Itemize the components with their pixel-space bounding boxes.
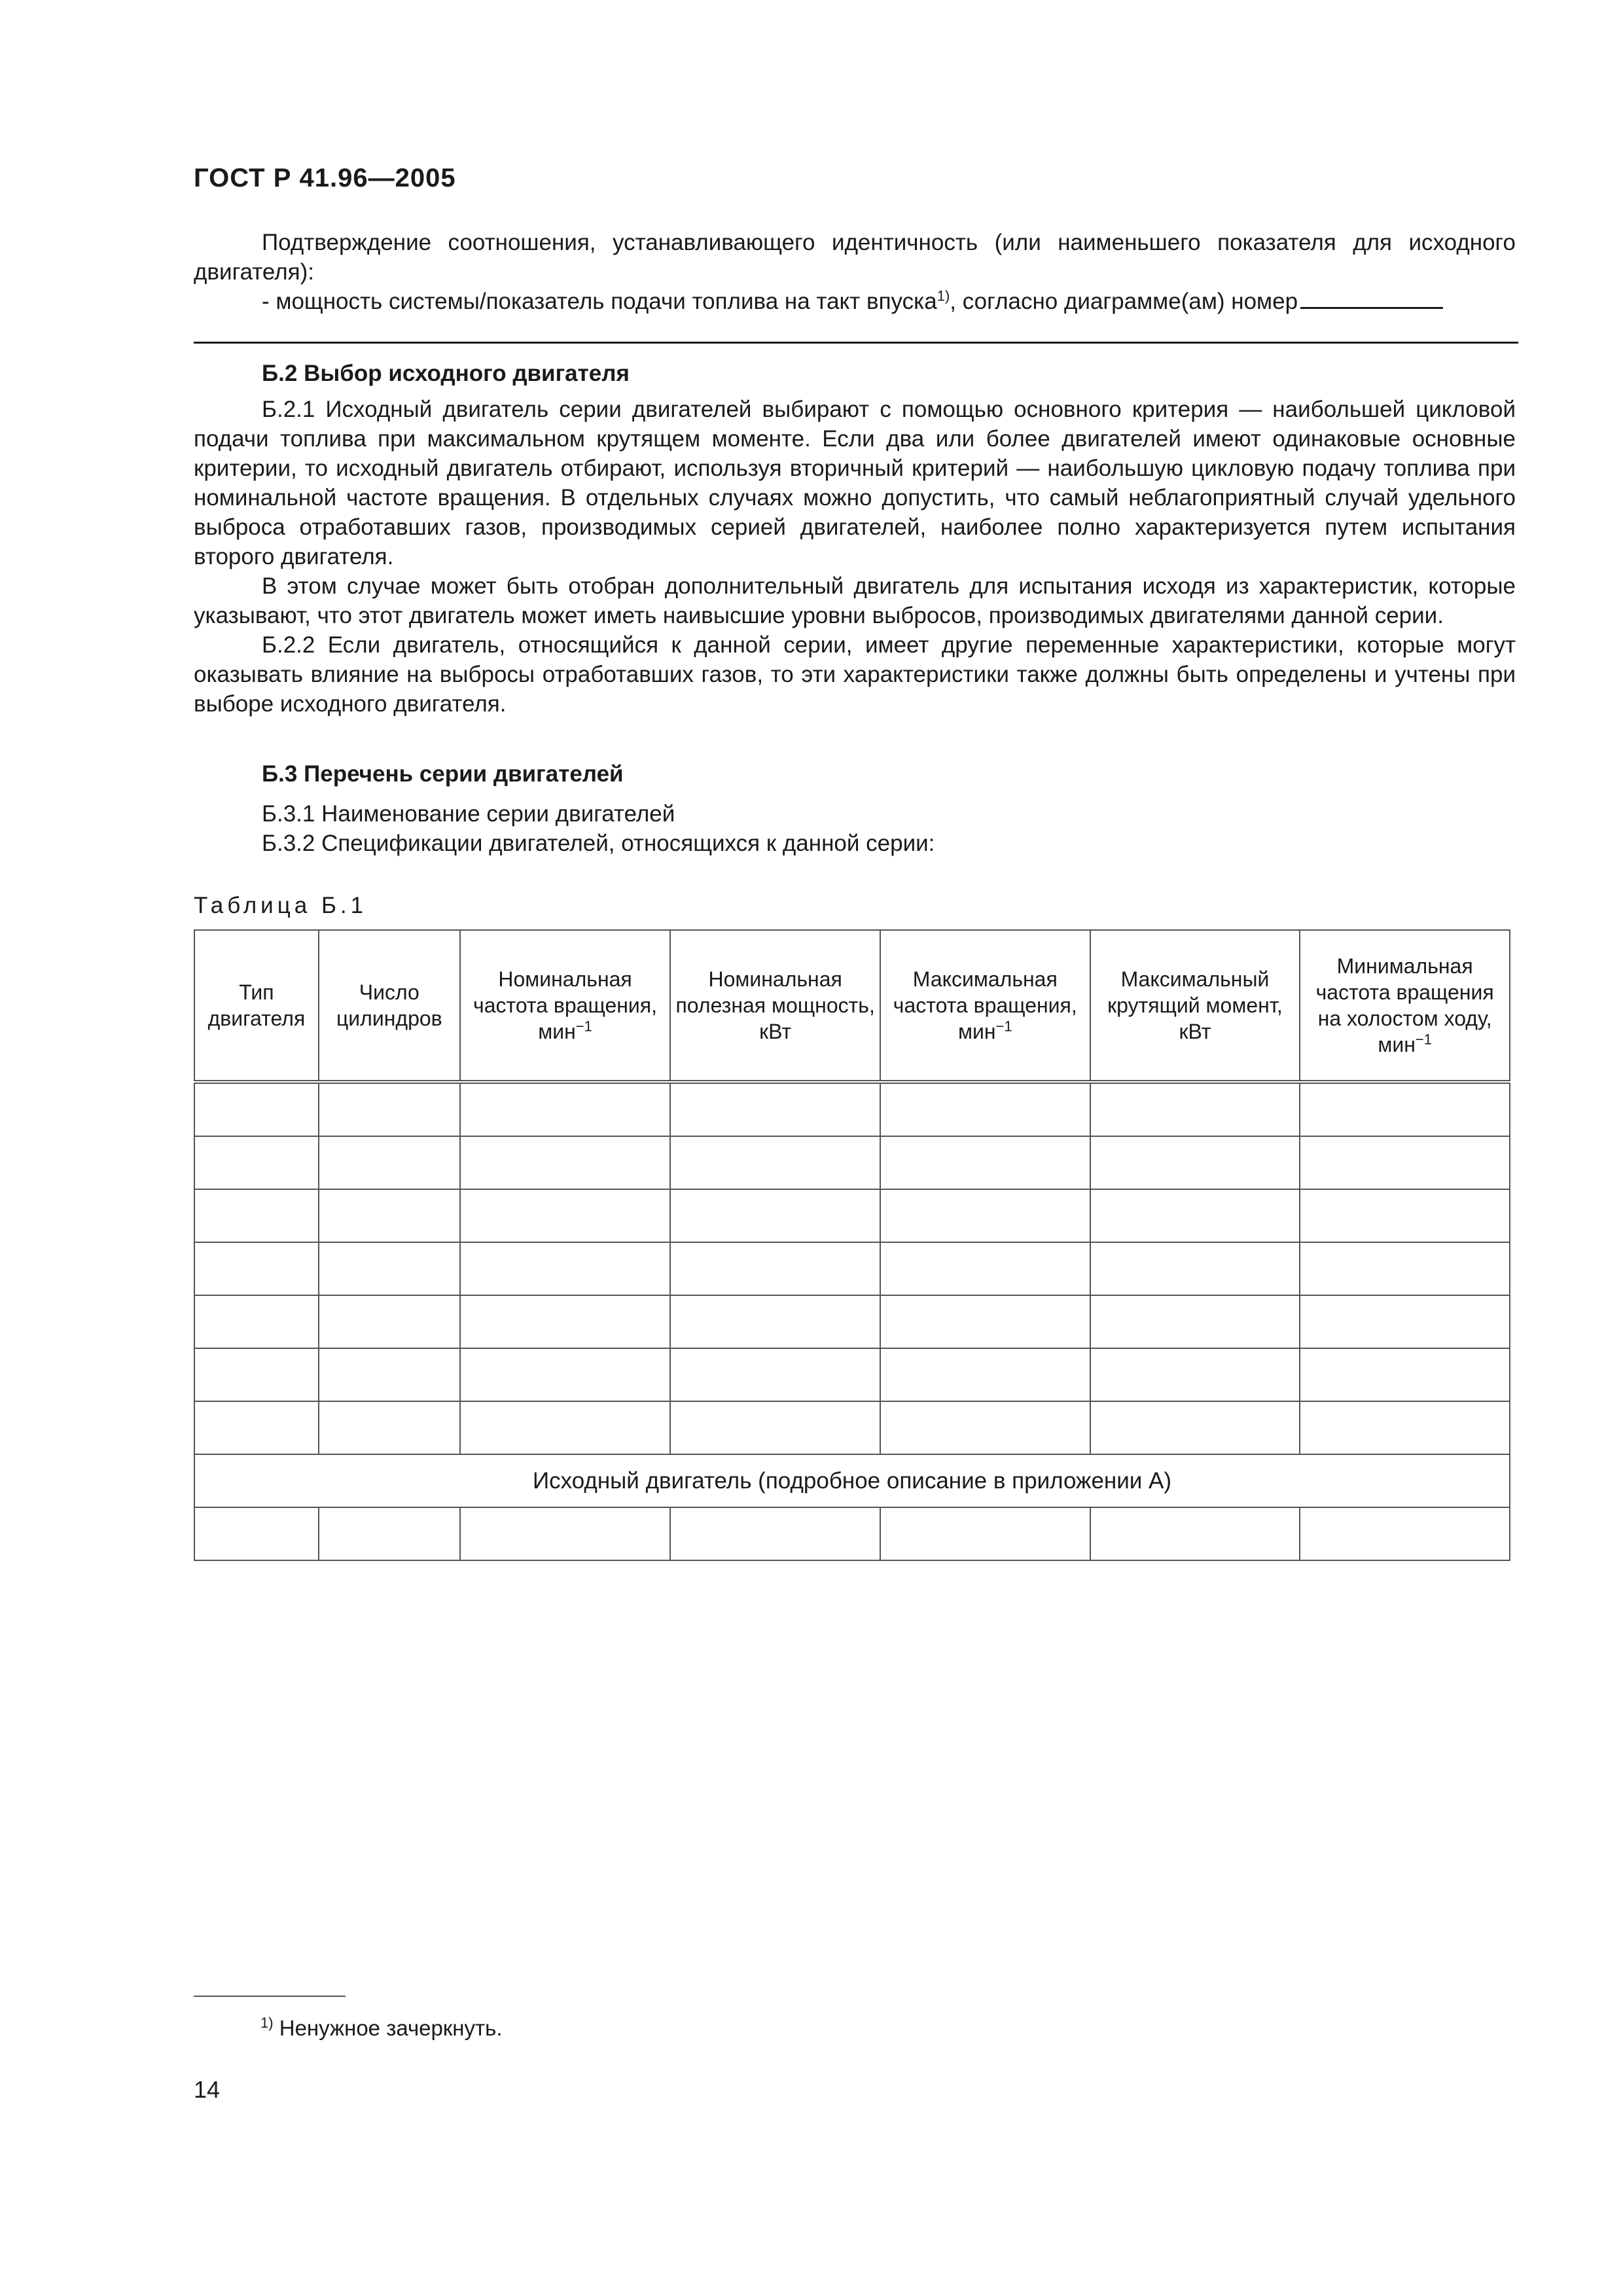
table-cell bbox=[319, 1401, 460, 1454]
header-min-idle-speed: Минимальная частота вращения на холостом ходу, мин$^{-1}$ bbox=[1300, 930, 1510, 1082]
parent-engine-row-label: Исходный двигатель (подробное описание в приложении А) bbox=[194, 1454, 1510, 1507]
table-caption: Таблица Б.1 bbox=[194, 893, 368, 918]
table-cell bbox=[1300, 1136, 1510, 1189]
section-b3-heading: Б.3 Перечень серии двигателей bbox=[262, 761, 624, 787]
document-id: ГОСТ Р 41.96—2005 bbox=[194, 164, 456, 192]
table-row bbox=[194, 1401, 1510, 1454]
table-cell bbox=[1090, 1507, 1300, 1560]
table-row bbox=[194, 1507, 1510, 1560]
section-b3 bbox=[194, 759, 1516, 858]
horizontal-rule bbox=[194, 342, 1518, 344]
table-cell bbox=[1090, 1136, 1300, 1189]
table-cell bbox=[194, 1189, 319, 1242]
intro-power-text: - мощность системы/показатель подачи топлива на такт впуска bbox=[262, 289, 937, 314]
footnote-text: Ненужное зачеркнуть. bbox=[279, 2016, 503, 2040]
footnote-ref: 1) bbox=[936, 287, 950, 304]
table-cell bbox=[1300, 1189, 1510, 1242]
table-cell bbox=[1090, 1082, 1300, 1136]
table-cell bbox=[460, 1242, 671, 1295]
section-b2-heading: Б.2 Выбор исходного двигателя bbox=[262, 361, 630, 386]
table-cell bbox=[670, 1242, 880, 1295]
intro-power-tail: , согласно диаграмме(ам) номер bbox=[950, 289, 1298, 314]
table-cell bbox=[460, 1507, 671, 1560]
paragraph-b2-1-cont: В этом случае может быть отобран дополнительный двигатель для испытания исходя из характеристик, которые указывают, что этот двигатель может иметь наивысшие уровни выбросов, производимых двигателями данной серии. bbox=[194, 573, 1516, 628]
table-cell bbox=[319, 1082, 460, 1136]
table-cell bbox=[880, 1348, 1090, 1401]
table-cell bbox=[880, 1189, 1090, 1242]
table-cell bbox=[1090, 1401, 1300, 1454]
table-cell bbox=[460, 1295, 671, 1348]
table-cell bbox=[880, 1401, 1090, 1454]
table-cell bbox=[1090, 1189, 1300, 1242]
table-cell bbox=[194, 1507, 319, 1560]
table-cell bbox=[880, 1136, 1090, 1189]
table-cell bbox=[880, 1082, 1090, 1136]
table-row bbox=[194, 1082, 1510, 1136]
table-cell bbox=[194, 1401, 319, 1454]
table-cell bbox=[319, 1136, 460, 1189]
table-cell bbox=[1300, 1401, 1510, 1454]
table-cell bbox=[1090, 1348, 1300, 1401]
intro-power-line bbox=[194, 287, 1516, 316]
header-cylinders: Число цилиндров bbox=[319, 930, 460, 1082]
footnote bbox=[260, 2016, 502, 2041]
table-cell bbox=[880, 1507, 1090, 1560]
header-max-speed: Максимальная частота вращения, мин$^{-1}$ bbox=[880, 930, 1090, 1082]
table-cell bbox=[670, 1507, 880, 1560]
paragraph-b2-2: Б.2.2 Если двигатель, относящийся к данной серии, имеет другие переменные характеристики, которые могут оказывать влияние на выбросы отработавших газов, то эти характеристики также должны быть определены и учтены при выборе исходного двигателя. bbox=[194, 632, 1516, 717]
header-engine-type: Тип двигателя bbox=[194, 930, 319, 1082]
header-max-torque: Максимальный крутящий момент, кВт bbox=[1090, 930, 1300, 1082]
paragraph-b2-1: Б.2.1 Исходный двигатель серии двигателей выбирают с помощью основного критерия — наибольшей цикловой подачи топлива при максимальном крутящем моменте. Если два или более двигателей имеют одинаковые основные критерии, то исходный двигатель отбирают, используя вторичный критерий — наибольшую цикловую подачу топлива при номинальной частоте вращения. В отдельных случаях можно допустить, что самый неблагоприятный случай удельного выброса отработавших газов, производимых серией двигателей, наиболее полно характеризуется путем испытания второго двигателя. bbox=[194, 397, 1516, 569]
table-cell bbox=[194, 1136, 319, 1189]
intro-paragraph: Подтверждение соотношения, устанавливающего идентичность (или наименьшего показателя для исходного двигателя): bbox=[194, 230, 1516, 285]
table-cell bbox=[194, 1082, 319, 1136]
table-cell bbox=[319, 1295, 460, 1348]
table-header-row bbox=[194, 930, 1510, 1082]
table-cell bbox=[460, 1348, 671, 1401]
header-rated-power: Номинальная полезная мощность, кВт bbox=[670, 930, 880, 1082]
footnote-marker: 1) bbox=[260, 2015, 274, 2031]
table-cell bbox=[1090, 1242, 1300, 1295]
table-cell bbox=[319, 1242, 460, 1295]
table-cell bbox=[670, 1082, 880, 1136]
section-b2 bbox=[194, 359, 1516, 719]
table-cell bbox=[1300, 1507, 1510, 1560]
header-rated-speed: Номинальная частота вращения, мин$^{-1}$ bbox=[460, 930, 671, 1082]
item-b3-2: Б.3.2 Спецификации двигателей, относящихся к данной серии: bbox=[262, 831, 935, 856]
table-cell bbox=[670, 1401, 880, 1454]
table-cell bbox=[670, 1136, 880, 1189]
page-number: 14 bbox=[194, 2076, 221, 2103]
intro-block bbox=[194, 228, 1516, 316]
table-cell bbox=[460, 1189, 671, 1242]
table-cell bbox=[670, 1348, 880, 1401]
table-cell bbox=[194, 1348, 319, 1401]
table-cell bbox=[460, 1401, 671, 1454]
table-cell bbox=[670, 1189, 880, 1242]
table-cell bbox=[1300, 1242, 1510, 1295]
table-cell bbox=[1300, 1082, 1510, 1136]
item-b3-1: Б.3.1 Наименование серии двигателей bbox=[262, 801, 675, 827]
table-row bbox=[194, 1348, 1510, 1401]
footnote-separator bbox=[194, 1996, 346, 1997]
table-row bbox=[194, 1136, 1510, 1189]
table-cell bbox=[460, 1136, 671, 1189]
table-cell bbox=[319, 1348, 460, 1401]
engine-spec-table bbox=[194, 929, 1510, 1561]
table-cell bbox=[319, 1189, 460, 1242]
table-cell bbox=[1300, 1348, 1510, 1401]
table-cell bbox=[194, 1295, 319, 1348]
table-row bbox=[194, 1242, 1510, 1295]
table-cell bbox=[194, 1242, 319, 1295]
table-cell bbox=[460, 1082, 671, 1136]
fill-in-blank bbox=[1300, 287, 1443, 309]
table-cell bbox=[670, 1295, 880, 1348]
table-cell bbox=[880, 1242, 1090, 1295]
table-cell bbox=[1300, 1295, 1510, 1348]
table-row bbox=[194, 1295, 1510, 1348]
table-cell bbox=[880, 1295, 1090, 1348]
table-cell bbox=[319, 1507, 460, 1560]
table-cell bbox=[1090, 1295, 1300, 1348]
table-merged-row bbox=[194, 1454, 1510, 1507]
table-row bbox=[194, 1189, 1510, 1242]
